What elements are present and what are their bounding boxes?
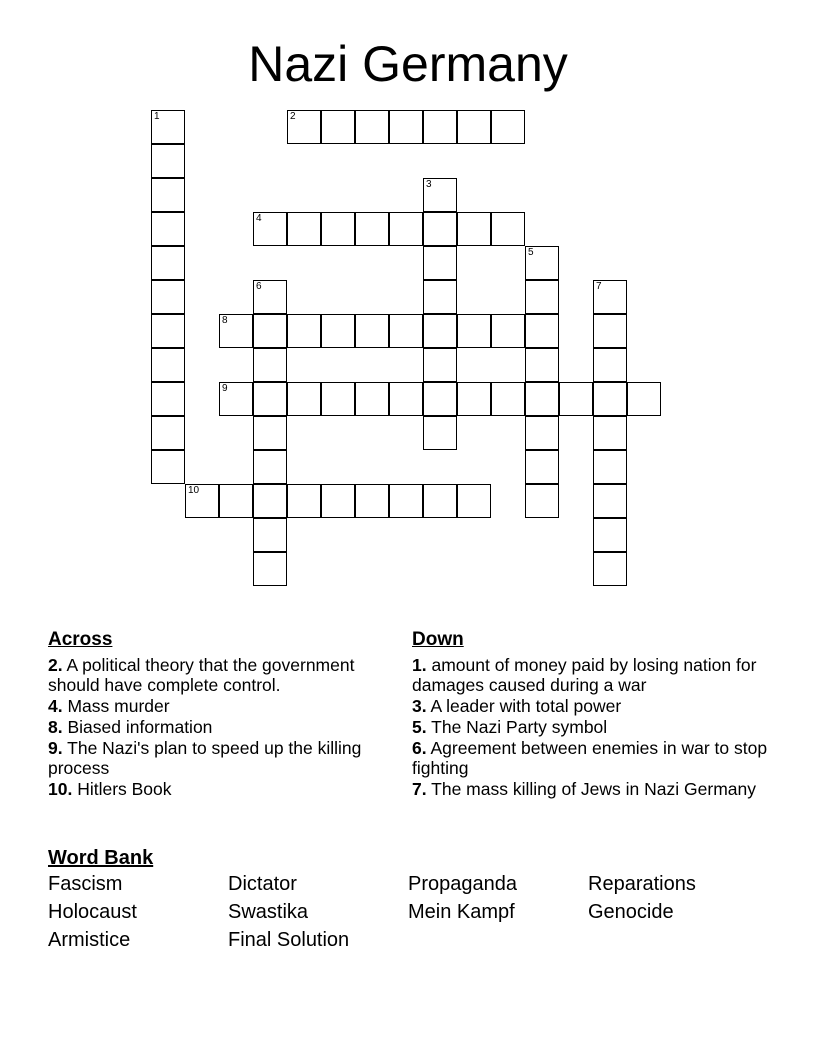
clue-text: Biased information bbox=[62, 717, 213, 737]
grid-cell[interactable] bbox=[321, 212, 355, 246]
grid-cell[interactable] bbox=[253, 484, 287, 518]
grid-cell[interactable] bbox=[151, 348, 185, 382]
grid-cell[interactable] bbox=[185, 484, 219, 518]
clue-number-label: 8. bbox=[48, 717, 63, 737]
grid-cell[interactable] bbox=[423, 178, 457, 212]
across-clue bbox=[48, 696, 378, 716]
grid-cell[interactable] bbox=[457, 110, 491, 144]
grid-cell[interactable] bbox=[423, 314, 457, 348]
grid-cell[interactable] bbox=[593, 552, 627, 586]
grid-cell[interactable] bbox=[287, 484, 321, 518]
clue-text: The mass killing of Jews in Nazi Germany bbox=[426, 779, 756, 799]
grid-cell[interactable] bbox=[491, 212, 525, 246]
down-heading: Down bbox=[412, 629, 464, 650]
clue-number-label: 4. bbox=[48, 696, 63, 716]
clue-number: 9 bbox=[222, 383, 228, 394]
grid-cell[interactable] bbox=[457, 382, 491, 416]
across-clue bbox=[48, 738, 378, 778]
grid-cell[interactable] bbox=[151, 178, 185, 212]
grid-cell[interactable] bbox=[287, 314, 321, 348]
grid-cell[interactable] bbox=[151, 110, 185, 144]
across-clue bbox=[48, 779, 378, 799]
grid-cell[interactable] bbox=[355, 110, 389, 144]
word-bank-item: Dictator bbox=[228, 873, 297, 895]
grid-cell[interactable] bbox=[253, 314, 287, 348]
grid-cell[interactable] bbox=[627, 382, 661, 416]
clue-number-label: 2. bbox=[48, 655, 63, 675]
clue-text: Hitlers Book bbox=[72, 779, 172, 799]
grid-cell[interactable] bbox=[423, 280, 457, 314]
word-bank-item: Fascism bbox=[48, 873, 123, 895]
clue-number: 3 bbox=[426, 179, 432, 190]
grid-cell[interactable] bbox=[423, 110, 457, 144]
grid-cell[interactable] bbox=[253, 280, 287, 314]
grid-cell[interactable] bbox=[423, 382, 457, 416]
grid-cell[interactable] bbox=[151, 246, 185, 280]
grid-cell[interactable] bbox=[457, 314, 491, 348]
grid-cell[interactable] bbox=[593, 416, 627, 450]
clue-number-label: 5. bbox=[412, 717, 427, 737]
word-bank-item: Armistice bbox=[48, 929, 131, 951]
grid-cell[interactable] bbox=[253, 382, 287, 416]
grid-cell[interactable] bbox=[559, 382, 593, 416]
word-bank-item: Propaganda bbox=[408, 873, 517, 895]
grid-cell[interactable] bbox=[151, 314, 185, 348]
clue-number-label: 7. bbox=[412, 779, 427, 799]
clue-number: 7 bbox=[596, 281, 602, 292]
word-bank-item: Final Solution bbox=[228, 929, 350, 951]
down-clue bbox=[412, 696, 782, 716]
word-bank-item: Holocaust bbox=[48, 901, 137, 923]
grid-cell[interactable] bbox=[423, 348, 457, 382]
clue-number: 1 bbox=[154, 111, 160, 122]
grid-cell[interactable] bbox=[151, 144, 185, 178]
clue-number: 10 bbox=[188, 485, 200, 496]
clue-number: 8 bbox=[222, 315, 228, 326]
clue-text: The Nazi's plan to speed up the killing process bbox=[48, 738, 362, 778]
grid-cell[interactable] bbox=[253, 416, 287, 450]
grid-cell[interactable] bbox=[491, 382, 525, 416]
grid-cell[interactable] bbox=[525, 348, 559, 382]
clue-number-label: 9. bbox=[48, 738, 63, 758]
grid-cell[interactable] bbox=[525, 484, 559, 518]
grid-cell[interactable] bbox=[151, 280, 185, 314]
grid-cell[interactable] bbox=[253, 450, 287, 484]
word-bank-item: Mein Kampf bbox=[408, 901, 515, 923]
grid-cell[interactable] bbox=[321, 110, 355, 144]
grid-cell[interactable] bbox=[389, 110, 423, 144]
grid-cell[interactable] bbox=[491, 314, 525, 348]
grid-cell[interactable] bbox=[355, 382, 389, 416]
word-bank-item: Swastika bbox=[228, 901, 309, 923]
clue-number-label: 1. bbox=[412, 655, 427, 675]
word-bank-item: Genocide bbox=[588, 901, 674, 923]
word-bank-heading: Word Bank bbox=[48, 847, 154, 869]
clue-number-label: 10. bbox=[48, 779, 73, 799]
down-clue bbox=[412, 779, 782, 799]
grid-cell[interactable] bbox=[389, 382, 423, 416]
grid-cell[interactable] bbox=[219, 484, 253, 518]
grid-cell[interactable] bbox=[593, 314, 627, 348]
clue-number-label: 3. bbox=[412, 696, 427, 716]
grid-cell[interactable] bbox=[151, 382, 185, 416]
across-clue bbox=[48, 717, 378, 737]
grid-cell[interactable] bbox=[355, 484, 389, 518]
grid-cell[interactable] bbox=[151, 416, 185, 450]
grid-cell[interactable] bbox=[287, 382, 321, 416]
grid-cell[interactable] bbox=[151, 212, 185, 246]
grid-cell[interactable] bbox=[389, 212, 423, 246]
clue-text: amount of money paid by losing nation for damages caused during a war bbox=[412, 655, 757, 695]
grid-cell[interactable] bbox=[457, 484, 491, 518]
clue-text: The Nazi Party symbol bbox=[426, 717, 608, 737]
down-clue bbox=[412, 717, 782, 737]
grid-cell[interactable] bbox=[253, 552, 287, 586]
down-clue bbox=[412, 738, 782, 778]
grid-cell[interactable] bbox=[287, 110, 321, 144]
grid-cell[interactable] bbox=[525, 416, 559, 450]
grid-cell[interactable] bbox=[593, 518, 627, 552]
grid-cell[interactable] bbox=[525, 246, 559, 280]
clue-text: Agreement between enemies in war to stop fighting bbox=[412, 738, 768, 778]
clue-number-label: 6. bbox=[412, 738, 427, 758]
grid-cell[interactable] bbox=[321, 314, 355, 348]
grid-cell[interactable] bbox=[593, 348, 627, 382]
grid-cell[interactable] bbox=[593, 484, 627, 518]
word-bank bbox=[48, 873, 768, 952]
clue-text: A political theory that the government should have complete control. bbox=[48, 655, 355, 695]
down-clues bbox=[412, 655, 782, 800]
grid-cell[interactable] bbox=[219, 382, 253, 416]
grid-cell[interactable] bbox=[423, 246, 457, 280]
clue-number: 6 bbox=[256, 281, 262, 292]
grid-cell[interactable] bbox=[525, 280, 559, 314]
clue-text: A leader with total power bbox=[426, 696, 622, 716]
grid-cell[interactable] bbox=[525, 382, 559, 416]
grid-cell[interactable] bbox=[253, 518, 287, 552]
grid-cell[interactable] bbox=[321, 382, 355, 416]
grid-cell[interactable] bbox=[355, 212, 389, 246]
grid-cell[interactable] bbox=[355, 314, 389, 348]
grid-cell[interactable] bbox=[593, 280, 627, 314]
grid-cell[interactable] bbox=[253, 348, 287, 382]
grid-cell[interactable] bbox=[287, 212, 321, 246]
across-clues bbox=[48, 655, 378, 800]
clue-number: 4 bbox=[256, 213, 262, 224]
grid-cell[interactable] bbox=[593, 450, 627, 484]
grid-cell[interactable] bbox=[423, 212, 457, 246]
word-bank-item: Reparations bbox=[588, 873, 696, 895]
grid-cell[interactable] bbox=[321, 484, 355, 518]
down-clue bbox=[412, 655, 782, 695]
grid-cell[interactable] bbox=[457, 212, 491, 246]
grid-cell[interactable] bbox=[253, 212, 287, 246]
clue-text: Mass murder bbox=[62, 696, 170, 716]
clue-number: 5 bbox=[528, 247, 534, 258]
grid-cell[interactable] bbox=[151, 450, 185, 484]
grid-cell[interactable] bbox=[219, 314, 253, 348]
page-title: Nazi Germany bbox=[248, 36, 568, 92]
grid-cell[interactable] bbox=[593, 382, 627, 416]
grid-cell[interactable] bbox=[525, 314, 559, 348]
across-heading: Across bbox=[48, 629, 113, 650]
grid-cell[interactable] bbox=[389, 484, 423, 518]
grid-cell[interactable] bbox=[525, 450, 559, 484]
grid-cell[interactable] bbox=[491, 110, 525, 144]
grid-cell[interactable] bbox=[423, 416, 457, 450]
clue-number: 2 bbox=[290, 111, 296, 122]
grid-cell[interactable] bbox=[389, 314, 423, 348]
across-clue bbox=[48, 655, 378, 695]
grid-cell[interactable] bbox=[423, 484, 457, 518]
